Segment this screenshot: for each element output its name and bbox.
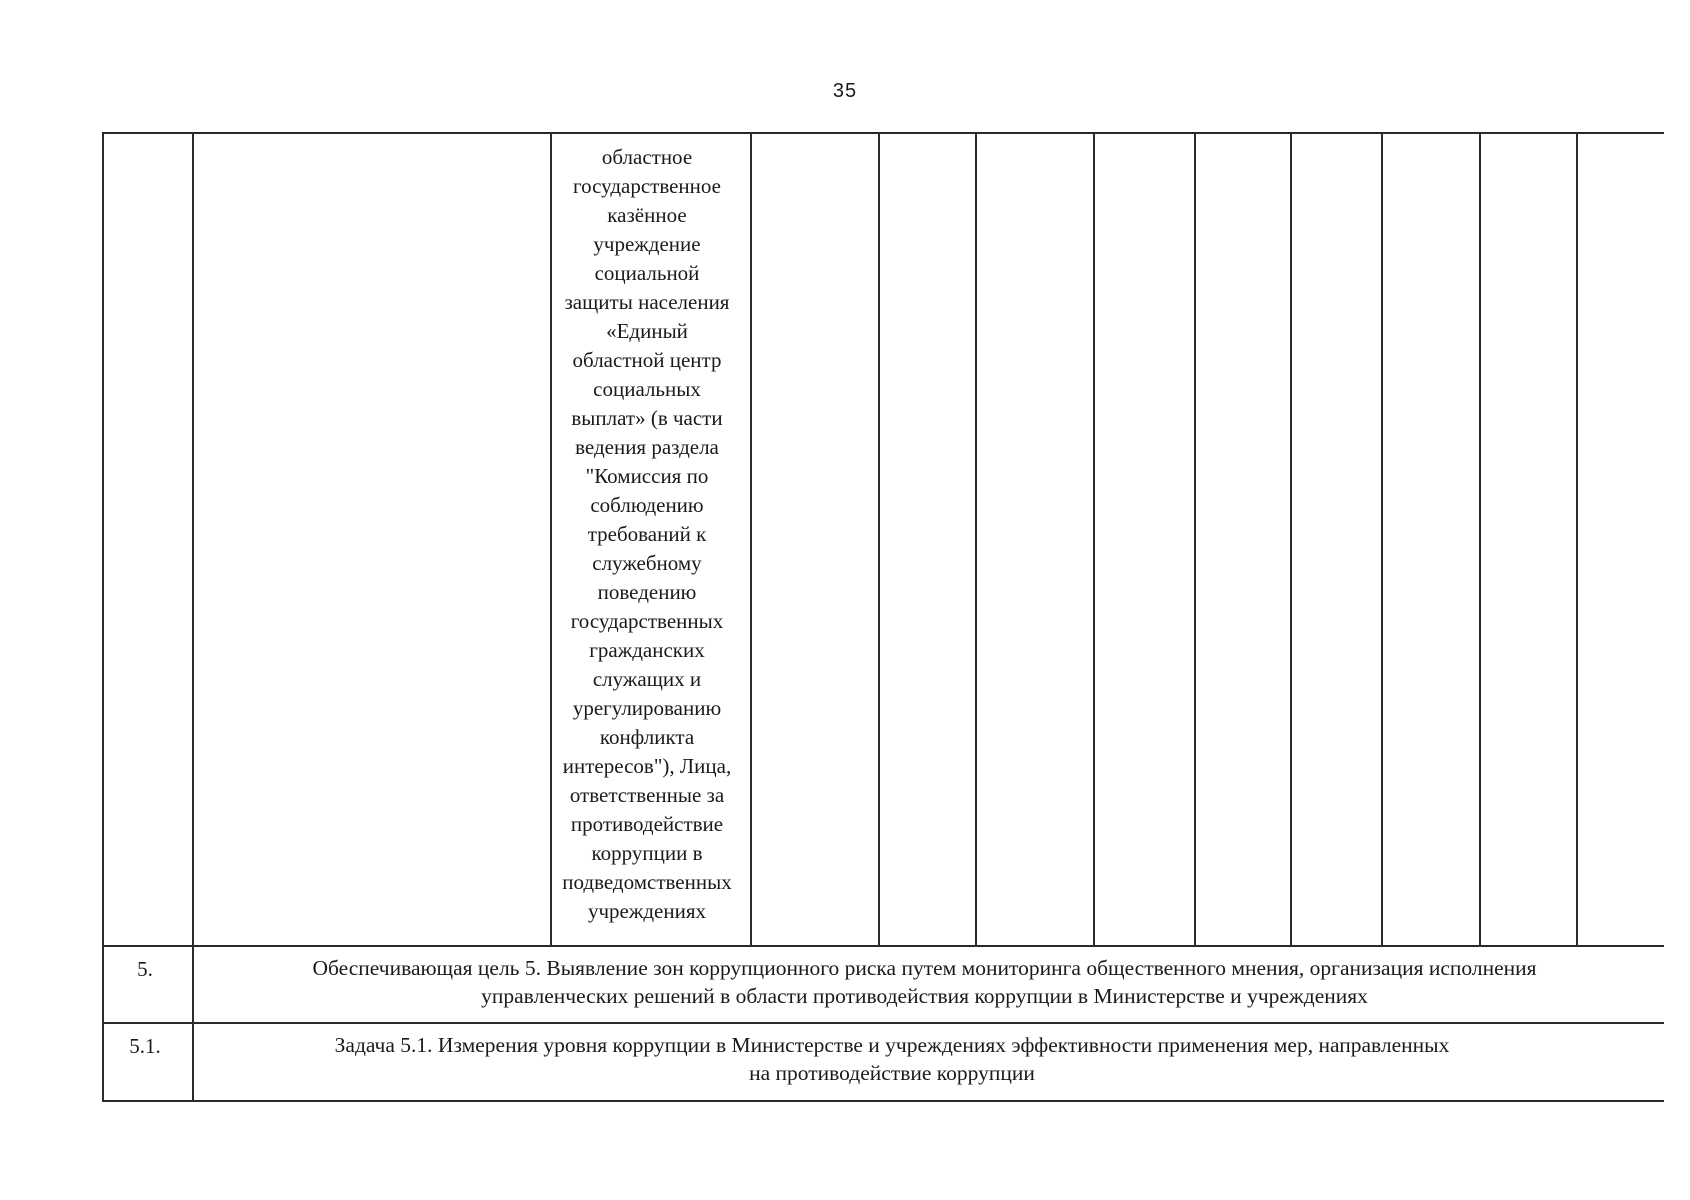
responsible-line: поведению [597,580,697,604]
column-divider [1194,132,1196,945]
responsible-line: казённое [607,203,687,227]
goal-number: 5. [137,957,153,981]
responsible-line: государственное [572,174,721,198]
responsible-line: гражданских [589,638,705,662]
responsible-executor-cell [548,143,746,926]
task-title [192,1031,1592,1087]
responsible-line: урегулированию [572,696,722,720]
responsible-line: подведомственных [562,870,732,894]
responsible-line: противодействие [570,812,724,836]
column-divider [1479,132,1481,945]
responsible-line: областной центр [572,348,722,372]
table-top-border [102,132,1664,134]
responsible-line: учреждениях [587,899,707,923]
column-divider [750,132,752,945]
responsible-line: соблюдению [590,493,704,517]
task-title-line: Задача 5.1. Измерения уровня коррупции в Министерстве и учреждениях эффективности применения мер, направленных [334,1033,1450,1057]
column-divider [1093,132,1095,945]
goal-title [192,954,1657,1010]
task-title-line: на противодействие коррупции [749,1061,1035,1085]
responsible-line: интересов"), Лица, [562,754,732,778]
responsible-line: ответственные за [569,783,725,807]
responsible-line: конфликта [599,725,695,749]
task-number: 5.1. [129,1034,161,1058]
goal-title-line: управленческих решений в области противодействия коррупции в Министерстве и учреждениях [481,984,1368,1008]
column-divider [1381,132,1383,945]
goal-title-line: Обеспечивающая цель 5. Выявление зон коррупционного риска путем мониторинга общественного мнения, организация исполнения [312,956,1537,980]
responsible-line: служебному [592,551,702,575]
row-divider-goal [102,945,1664,947]
column-divider [878,132,880,945]
responsible-line: государственных [570,609,724,633]
responsible-line: ведения раздела [575,435,719,459]
responsible-line: социальной [594,261,700,285]
responsible-line: областное [601,145,693,169]
page-number: 35 [832,80,858,102]
responsible-line: коррупции в [591,841,703,865]
responsible-line: социальных [593,377,701,401]
responsible-line: защиты населения [564,290,730,314]
responsible-line: учреждение [593,232,701,256]
column-divider [1576,132,1578,945]
responsible-line: служащих и [592,667,702,691]
responsible-line: «Единый [606,319,688,343]
table-bottom-border [102,1100,1664,1102]
responsible-line: выплат» (в части [571,406,723,430]
responsible-line: требований к [587,522,707,546]
column-divider [975,132,977,945]
column-divider [1290,132,1292,945]
responsible-line: "Комиссия по [585,464,709,488]
row-divider-task [102,1022,1664,1024]
